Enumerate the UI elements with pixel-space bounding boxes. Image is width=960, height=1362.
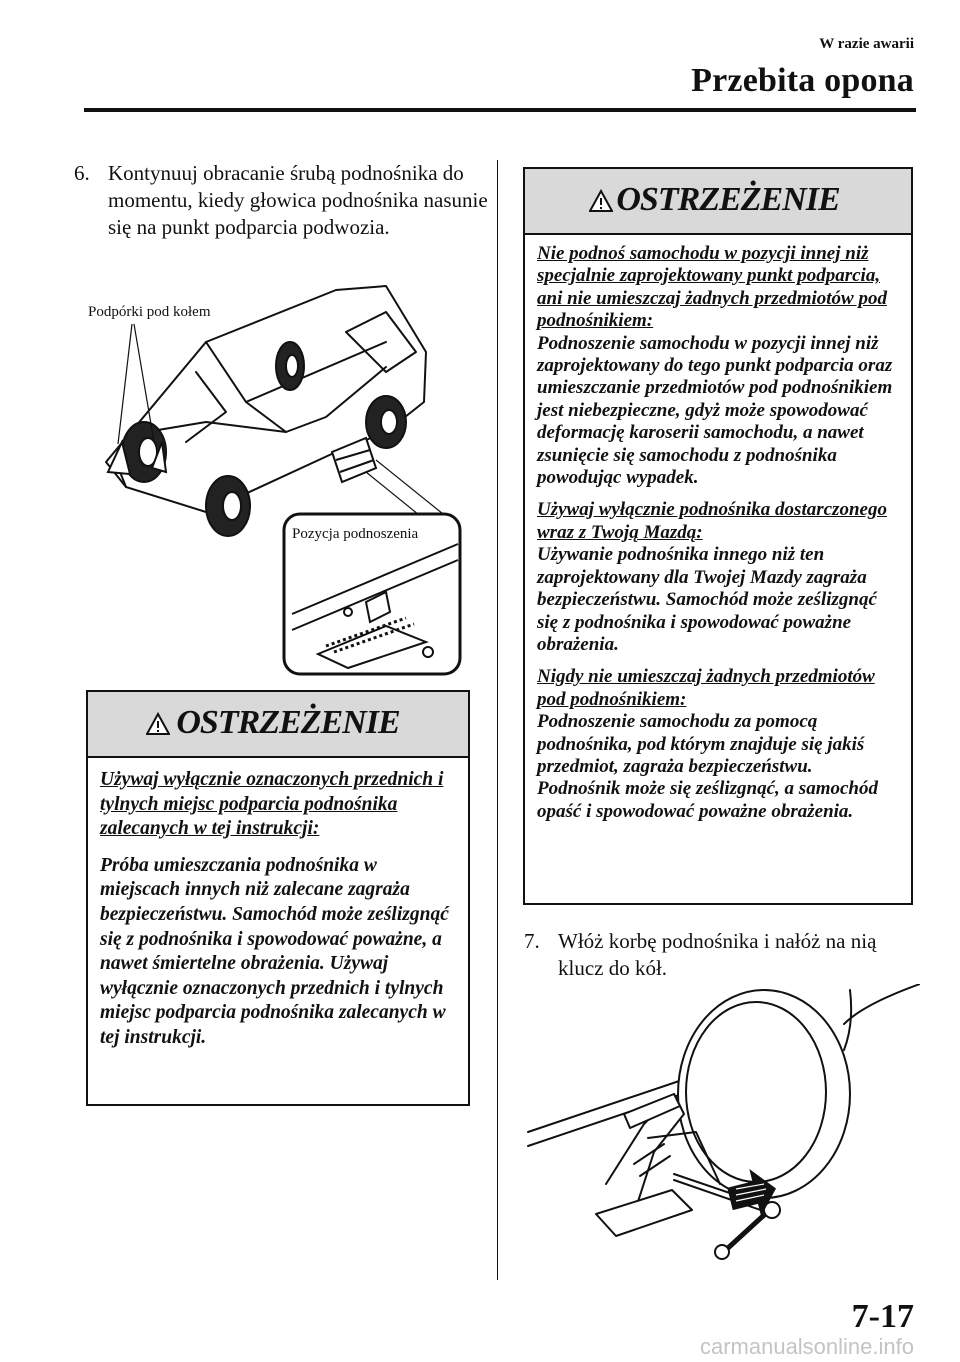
step-6-number: 6. <box>74 161 90 185</box>
warning-item-1-underlined: Nie podnoś samochodu w pozycji innej niż specjalnie zaprojektowany punkt podparcia, ani nie umieszczaj żadnych przedmiotów pod podnośnikiem: <box>537 243 887 332</box>
column-divider <box>497 160 498 1280</box>
warning-title: OSTRZEŻENIE <box>616 181 840 218</box>
step-7-text: Włóż korbę podnośnika i nałóż na nią klucz do kół. <box>558 929 877 980</box>
warning-header <box>525 169 911 235</box>
warning-header <box>88 692 468 758</box>
step-7-number: 7. <box>524 929 540 953</box>
page-number: 7-17 <box>851 1298 914 1335</box>
jack-line-drawing <box>524 984 920 1270</box>
label-lift-position: Pozycja podnoszenia <box>292 526 419 542</box>
warning-underlined-text: Używaj wyłącznie oznaczonych przednich i tylnych miejsc podparcia podnośnika zalecanych w tej instrukcji: <box>100 769 444 840</box>
warning-box-left <box>86 690 470 1106</box>
warning-title: OSTRZEŻENIE <box>176 704 400 741</box>
warning-item-1-text: Podnoszenie samochodu w pozycji innej niż zaprojektowany do tego punkt podparcia oraz umieszczanie przedmiotów pod podnośnikiem jest niebezpieczne, gdyż może spowodować deformację karoserii samochodu, a nawet zsunięcie się samochodu z podnośnika powodując wypadek. <box>537 332 893 489</box>
car-jack-illustration <box>86 282 466 682</box>
warning-item-3-underlined: Nigdy nie umieszczaj żadnych przedmiotów pod podnośnikiem: <box>537 666 875 710</box>
section-name: W razie awarii <box>819 36 914 52</box>
warning-body <box>525 235 911 823</box>
warning-item-2-text: Używanie podnośnika innego niż ten zaprojektowany dla Twojej Mazdy zagraża bezpieczeństwu. Samochód może ześlizgnąć się z podnośnika i spowodować poważne obrażenia. <box>537 544 877 655</box>
step-6 <box>74 160 494 270</box>
warning-box-right <box>523 167 913 905</box>
warning-item-2-underlined: Używaj wyłącznie podnośnika dostarczonego wraz z Twoją Mazdą: <box>537 499 887 543</box>
step-6-text: Kontynuuj obracanie śrubą podnośnika do momentu, kiedy głowica podnośnika nasunie się na punkt podparcia podwozia. <box>108 161 488 239</box>
warning-text: Próba umieszczania podnośnika w miejscach innych niż zalecane zagraża bezpieczeństwu. Samochód może ześlizgnąć się z podnośnika i spowodować poważne, a nawet śmiertelne obrażenia. Używaj wyłącznie oznaczonych przednich i tylnych miejsc podparcia podnośnika zalecanych w tej instrukcji. <box>100 854 449 1048</box>
car-line-drawing <box>86 282 466 682</box>
watermark: carmanualsonline.info <box>699 1334 914 1359</box>
jack-wrench-illustration <box>524 984 920 1270</box>
warning-item-3-text: Podnoszenie samochodu za pomocą podnośnika, pod którym znajduje się jakiś przedmiot, zagraża bezpieczeństwu. Podnośnik może się ześlizgnąć, a samochód opaść i spowodować poważne obrażenia. <box>537 711 878 822</box>
warning-body <box>88 758 468 1051</box>
page-title: Przebita opona <box>691 62 914 99</box>
label-wheel-chocks: Podpórki pod kołem <box>88 304 211 320</box>
header-rule <box>84 108 916 112</box>
step-7 <box>524 928 924 988</box>
